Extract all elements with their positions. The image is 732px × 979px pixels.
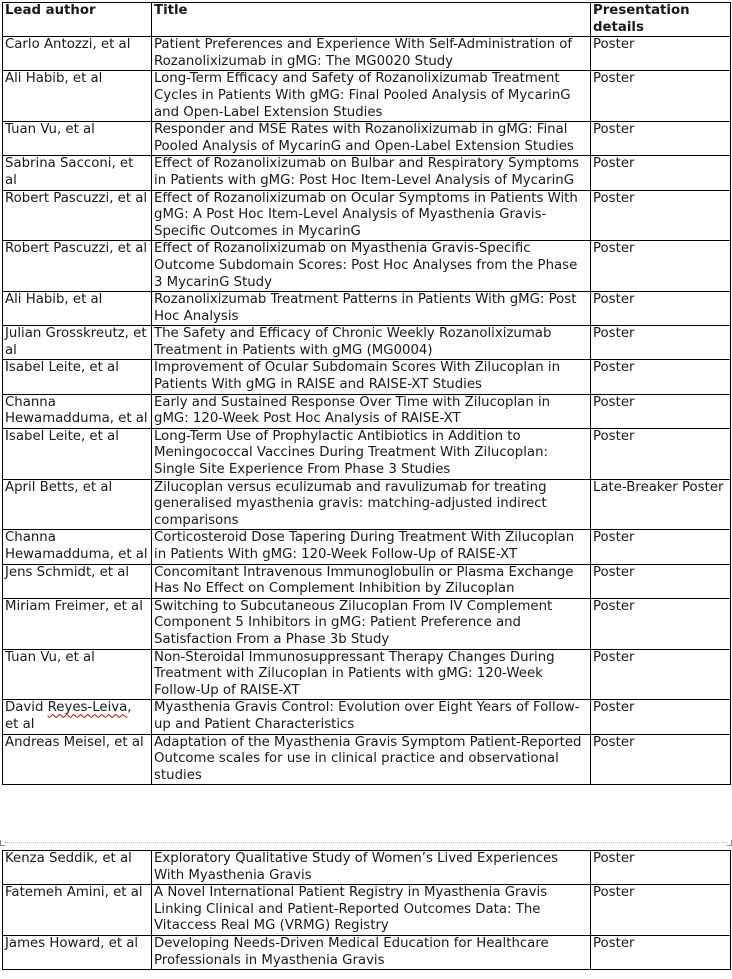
table-row [3, 326, 731, 360]
table-row [3, 241, 731, 292]
title-cell: Patient Preferences and Experience With Self-Administration of Rozanolixizumab in gMG: The MG0020 Study [152, 37, 591, 71]
table-row [3, 598, 731, 649]
table-row [3, 885, 731, 936]
title-cell: Early and Sustained Response Over Time with Zilucoplan in gMG: 120-Week Post Hoc Analysis of RAISE-XT [152, 394, 591, 428]
presentation-cell: Poster [591, 394, 731, 428]
presentation-cell: Poster [591, 851, 731, 885]
table-row [3, 37, 731, 71]
table-row [3, 71, 731, 122]
title-cell: Exploratory Qualitative Study of Women’s Lived Experiences With Myasthenia Gravis [152, 851, 591, 885]
title-cell: A Novel International Patient Registry in Myasthenia Gravis Linking Clinical and Patient-Reported Outcomes Data: The Vitaccess Real MG (VRMG) Registry [152, 885, 591, 936]
table-row [3, 479, 731, 530]
title-cell: Zilucoplan versus eculizumab and ravulizumab for treating generalised myasthenia gravis: matching-adjusted indirect comparisons [152, 479, 591, 530]
presentation-cell: Poster [591, 649, 731, 700]
presentation-cell: Poster [591, 530, 731, 564]
presentation-cell: Poster [591, 156, 731, 190]
title-cell: Adaptation of the Myasthenia Gravis Symptom Patient-Reported Outcome scales for use in clinical practice and observational studies [152, 734, 591, 785]
author-cell: April Betts, et al [3, 479, 152, 530]
author-cell: Jens Schmidt, et al [3, 564, 152, 598]
presentations-table [2, 2, 731, 785]
author-cell: Tuan Vu, et al [3, 122, 152, 156]
author-cell: Julian Grosskreutz, et al [3, 326, 152, 360]
author-cell: Channa Hewamadduma, et al [3, 394, 152, 428]
table-break-divider [4, 842, 728, 843]
presentation-cell: Poster [591, 292, 731, 326]
title-cell: Non-Steroidal Immunosuppressant Therapy Changes During Treatment with Zilucoplan in Patients with gMG: 120-Week Follow-Up of RAISE-XT [152, 649, 591, 700]
author-cell: Andreas Meisel, et al [3, 734, 152, 785]
table-row [3, 530, 731, 564]
author-cell [3, 700, 152, 734]
presentation-cell: Poster [591, 564, 731, 598]
author-cell: Isabel Leite, et al [3, 360, 152, 394]
title-cell: Long-Term Efficacy and Safety of Rozanolixizumab Treatment Cycles in Patients With gMG: Final Pooled Analysis of MycarinG and Open-Label Extension Studies [152, 71, 591, 122]
title-cell: Long-Term Use of Prophylactic Antibiotics in Addition to Meningococcal Vaccines During Treatment With Zilucoplan: Single Site Experience From Phase 3 Studies [152, 428, 591, 479]
table-row [3, 190, 731, 241]
title-cell: Corticosteroid Dose Tapering During Treatment With Zilucoplan in Patients With gMG: 120-Week Follow-Up of RAISE-XT [152, 530, 591, 564]
author-cell: Isabel Leite, et al [3, 428, 152, 479]
header-title: Title [152, 3, 591, 37]
table-row [3, 360, 731, 394]
title-cell: Effect of Rozanolixizumab on Ocular Symptoms in Patients With gMG: A Post Hoc Item-Level Analysis of Myasthenia Gravis-Specific Outcomes in MycarinG [152, 190, 591, 241]
table-row [3, 700, 731, 734]
author-first-name: David [5, 700, 48, 716]
presentation-cell: Poster [591, 37, 731, 71]
author-cell: Miriam Freimer, et al [3, 598, 152, 649]
presentation-cell: Poster [591, 326, 731, 360]
title-cell: Concomitant Intravenous Immunoglobulin or Plasma Exchange Has No Effect on Complement Inhibition by Zilucoplan [152, 564, 591, 598]
table-row [3, 394, 731, 428]
author-suffix: , et al [5, 700, 132, 732]
table-row [3, 428, 731, 479]
presentation-cell: Poster [591, 190, 731, 241]
table-break-left-marker [0, 840, 5, 846]
table-row [3, 156, 731, 190]
presentation-cell: Poster [591, 71, 731, 122]
presentation-cell: Poster [591, 122, 731, 156]
table-row [3, 935, 731, 969]
table-break-marker [0, 840, 732, 846]
author-cell: Carlo Antozzi, et al [3, 37, 152, 71]
spellcheck-flagged-word[interactable]: Reyes-Leiva [47, 700, 128, 716]
presentation-cell: Poster [591, 734, 731, 785]
author-cell: Kenza Seddik, et al [3, 851, 152, 885]
table-row [3, 734, 731, 785]
presentation-cell: Poster [591, 241, 731, 292]
title-cell: Myasthenia Gravis Control: Evolution over Eight Years of Follow-up and Patient Characteristics [152, 700, 591, 734]
presentations-table-continued [2, 850, 731, 970]
table-break-right-marker [727, 840, 732, 846]
author-cell: Fatemeh Amini, et al [3, 885, 152, 936]
author-cell: Tuan Vu, et al [3, 649, 152, 700]
header-row [3, 3, 731, 37]
header-lead-author: Lead author [3, 3, 152, 37]
header-presentation-details: Presentation details [591, 3, 731, 37]
table-row [3, 851, 731, 885]
author-cell: Ali Habib, et al [3, 292, 152, 326]
title-cell: Responder and MSE Rates with Rozanolixizumab in gMG: Final Pooled Analysis of MycarinG and Open-Label Extension Studies [152, 122, 591, 156]
presentation-cell: Late-Breaker Poster [591, 479, 731, 530]
table-row [3, 122, 731, 156]
presentation-cell: Poster [591, 428, 731, 479]
title-cell: Rozanolixizumab Treatment Patterns in Patients With gMG: Post Hoc Analysis [152, 292, 591, 326]
title-cell: Switching to Subcutaneous Zilucoplan From IV Complement Component 5 Inhibitors in gMG: Patient Preference and Satisfaction From a Phase 3b Study [152, 598, 591, 649]
title-cell: Effect of Rozanolixizumab on Myasthenia Gravis-Specific Outcome Subdomain Scores: Post Hoc Analyses from the Phase 3 MycarinG Study [152, 241, 591, 292]
author-cell: Sabrina Sacconi, et al [3, 156, 152, 190]
presentation-cell: Poster [591, 885, 731, 936]
presentation-cell: Poster [591, 935, 731, 969]
author-cell: Robert Pascuzzi, et al [3, 190, 152, 241]
table-row [3, 564, 731, 598]
author-cell: Ali Habib, et al [3, 71, 152, 122]
author-cell: James Howard, et al [3, 935, 152, 969]
table-row [3, 292, 731, 326]
table-row [3, 649, 731, 700]
presentation-cell: Poster [591, 700, 731, 734]
presentation-cell: Poster [591, 360, 731, 394]
title-cell: Effect of Rozanolixizumab on Bulbar and Respiratory Symptoms in Patients with gMG: Post Hoc Item-Level Analysis of MycarinG [152, 156, 591, 190]
title-cell: Developing Needs-Driven Medical Education for Healthcare Professionals in Myasthenia Gravis [152, 935, 591, 969]
author-cell: Channa Hewamadduma, et al [3, 530, 152, 564]
title-cell: The Safety and Efficacy of Chronic Weekly Rozanolixizumab Treatment in Patients with gMG (MG0004) [152, 326, 591, 360]
author-cell: Robert Pascuzzi, et al [3, 241, 152, 292]
title-cell: Improvement of Ocular Subdomain Scores With Zilucoplan in Patients With gMG in RAISE and RAISE-XT Studies [152, 360, 591, 394]
presentation-cell: Poster [591, 598, 731, 649]
